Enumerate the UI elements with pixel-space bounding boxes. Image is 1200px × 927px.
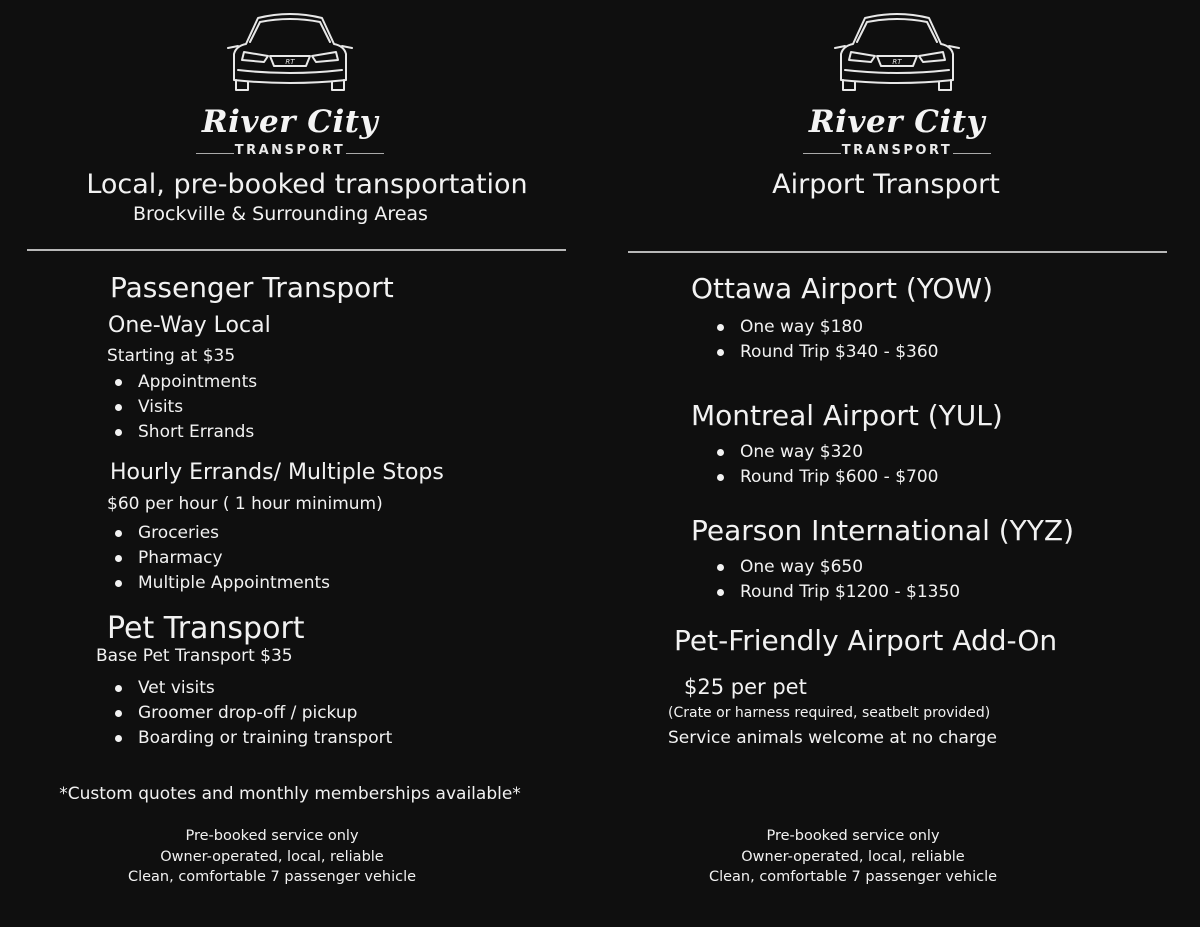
car-icon (220, 8, 360, 94)
pet-transport-title: Pet Transport (107, 611, 305, 646)
passenger-transport-title: Passenger Transport (110, 271, 394, 304)
section-divider (27, 249, 566, 251)
footer-line: Pre-booked service only (766, 828, 940, 844)
list-item: Pharmacy (108, 546, 330, 571)
airport-yyz-title: Pearson International (YYZ) (691, 514, 1074, 547)
airport-yyz-list (710, 555, 960, 605)
brand-tagline: TRANSPORT (841, 143, 953, 158)
footer-notes (653, 826, 1053, 888)
list-item: Round Trip $1200 - $1350 (710, 580, 960, 605)
divider (346, 153, 384, 154)
list-item: Visits (108, 395, 257, 420)
list-item: Round Trip $600 - $700 (710, 465, 938, 490)
footer-line: Clean, comfortable 7 passenger vehicle (708, 869, 998, 885)
brand-name: River City (201, 104, 379, 140)
brand-name: River City (808, 104, 986, 140)
hourly-price: $60 per hour ( 1 hour minimum) (107, 494, 383, 514)
pet-transport-price: Base Pet Transport $35 (96, 646, 293, 666)
service-area: Brockville & Surrounding Areas (133, 203, 428, 225)
airport-yul-list (710, 440, 938, 490)
pet-addon-note: (Crate or harness required, seatbelt provided) (668, 705, 991, 721)
page-heading: Airport Transport (772, 169, 1000, 200)
pet-addon-title: Pet-Friendly Airport Add-On (674, 624, 1058, 657)
airport-yow-title: Ottawa Airport (YOW) (691, 272, 993, 305)
one-way-title: One-Way Local (108, 313, 271, 338)
footer-line: Clean, comfortable 7 passenger vehicle (127, 869, 417, 885)
pet-list (108, 676, 392, 751)
custom-quotes-note: *Custom quotes and monthly memberships available* (59, 784, 521, 804)
brand-logo (797, 8, 997, 160)
list-item: Boarding or training transport (108, 726, 392, 751)
list-item: One way $650 (710, 555, 960, 580)
list-item: Multiple Appointments (108, 571, 330, 596)
pet-addon-price: $25 per pet (684, 675, 807, 699)
page-heading: Local, pre-booked transportation (86, 169, 528, 200)
brand-tagline: TRANSPORT (234, 143, 346, 158)
one-way-price: Starting at $35 (107, 346, 236, 366)
list-item: One way $180 (710, 315, 938, 340)
car-badge: RT (892, 58, 902, 66)
hourly-list (108, 521, 330, 596)
airport-yul-title: Montreal Airport (YUL) (691, 399, 1003, 432)
airport-yow-list (710, 315, 938, 365)
service-animals-note: Service animals welcome at no charge (668, 728, 997, 748)
section-divider (628, 251, 1167, 253)
list-item: One way $320 (710, 440, 938, 465)
list-item: Round Trip $340 - $360 (710, 340, 938, 365)
footer-line: Owner-operated, local, reliable (741, 848, 965, 865)
footer-line: Pre-booked service only (185, 828, 359, 844)
airport-transport-panel (600, 0, 1200, 927)
list-item: Groomer drop-off / pickup (108, 701, 392, 726)
list-item: Appointments (108, 370, 257, 395)
footer-line: Owner-operated, local, reliable (160, 848, 384, 865)
list-item: Vet visits (108, 676, 392, 701)
footer-notes (72, 826, 472, 888)
hourly-title: Hourly Errands/ Multiple Stops (110, 460, 444, 485)
one-way-list (108, 370, 257, 445)
car-badge: RT (285, 58, 295, 66)
divider (953, 153, 991, 154)
list-item: Groceries (108, 521, 330, 546)
list-item: Short Errands (108, 420, 257, 445)
brand-logo (190, 8, 390, 160)
car-icon (827, 8, 967, 94)
